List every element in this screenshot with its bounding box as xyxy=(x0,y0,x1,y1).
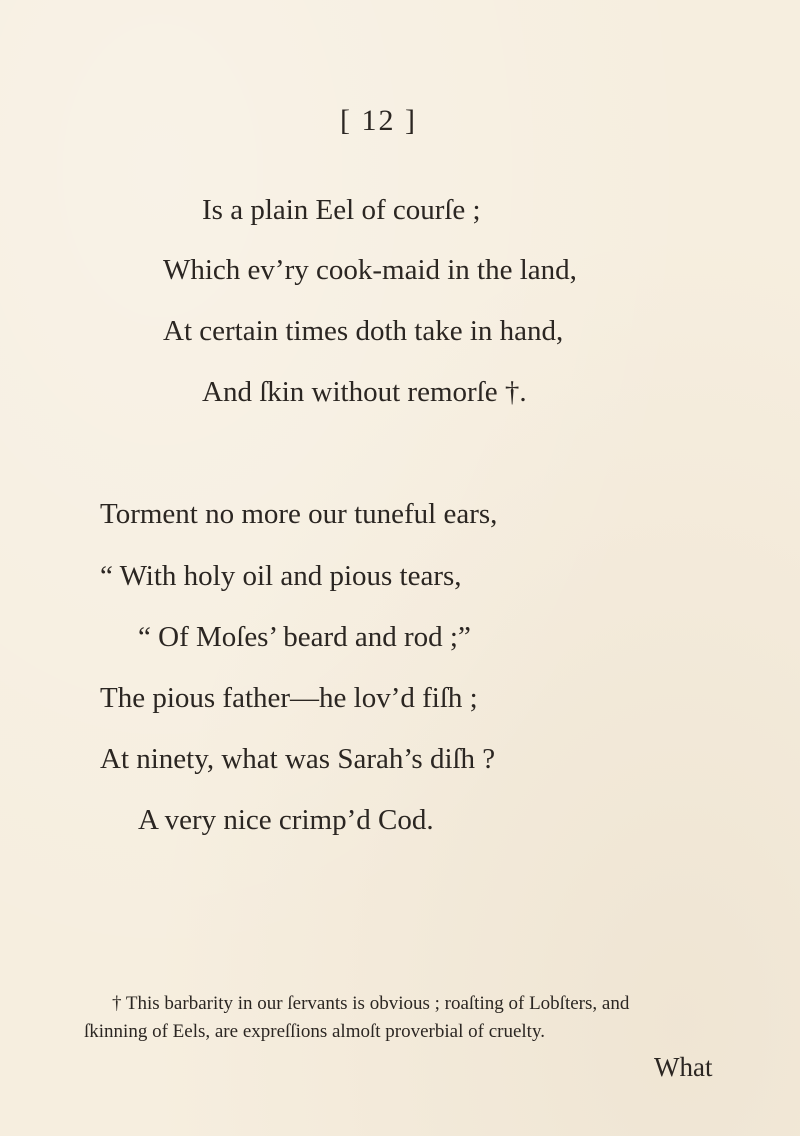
poem-line: And ſkin without remorſe †. xyxy=(202,376,527,408)
poem-line: “ With holy oil and pious tears, xyxy=(100,560,462,592)
poem-line: At certain times doth take in hand, xyxy=(163,315,564,347)
catchword: What xyxy=(654,1052,713,1082)
poem-line: Is a plain Eel of courſe ; xyxy=(202,194,481,226)
footnote-line: ſkinning of Eels, are expreſſions almoſt proverbial of cruelty. xyxy=(84,1021,545,1042)
poem-line: At ninety, what was Sarah’s diſh ? xyxy=(100,743,496,775)
poem-line: Torment no more our tuneful ears, xyxy=(100,498,498,530)
footnote-line: † This barbarity in our ſervants is obvious ; roaſting of Lobſters, and xyxy=(112,993,630,1014)
page-number: [ 12 ] xyxy=(340,104,417,137)
poem-line: The pious father—he lov’d fiſh ; xyxy=(100,682,478,714)
poem-line: “ Of Moſes’ beard and rod ;” xyxy=(138,621,471,653)
poem-line: A very nice crimp’d Cod. xyxy=(138,804,434,836)
poem-line: Which ev’ry cook-maid in the land, xyxy=(163,254,577,286)
